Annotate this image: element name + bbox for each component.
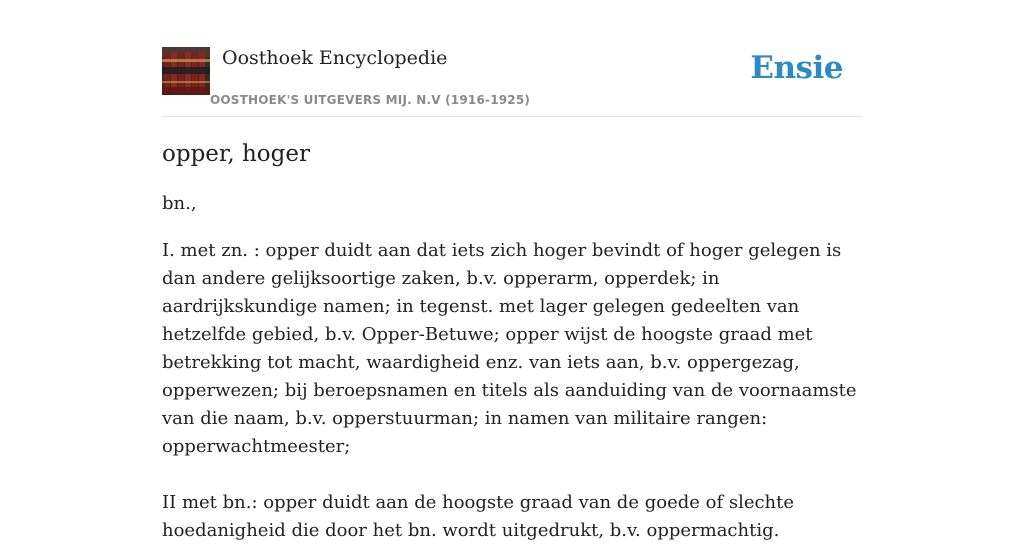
ensie-logo[interactable]: Ensie xyxy=(750,50,843,86)
entry-content xyxy=(162,138,864,545)
site-title[interactable]: Oosthoek Encyclopedie xyxy=(222,47,448,69)
definition-paragraph-2: II met bn.: opper duidt aan de hoogste graad van de goede of slechte hoedanigheid die door het bn. wordt uitgedrukt, b.v. oppermachtig. xyxy=(162,492,795,541)
definition-paragraph-1: I. met zn. : opper duidt aan dat iets zich hoger bevindt of hoger gelegen is dan andere gelijksoortige zaken, b.v. opperarm, opperdek; in aardrijkskundige namen; in tegenst. met lager gelegen gedeelten van hetzelfde gebied, b.v. Opper-Betuwe; opper wijst de hoogste graad met betrekking tot macht, waardigheid enz. van iets aan, b.v. oppergezag, opperwezen; bij beroepsnamen en titels als aanduiding van de voornaamste van die naam, b.v. opperstuurman; in namen van militaire rangen: opperwachtmeester; xyxy=(162,240,857,457)
entry-title: opper, hoger xyxy=(162,141,310,167)
part-of-speech: bn., xyxy=(162,193,197,214)
site-header xyxy=(162,46,862,117)
publisher-label: OOSTHOEK'S UITGEVERS MIJ. N.V (1916-1925) xyxy=(210,93,531,107)
encyclopedia-books-icon[interactable] xyxy=(162,47,210,95)
